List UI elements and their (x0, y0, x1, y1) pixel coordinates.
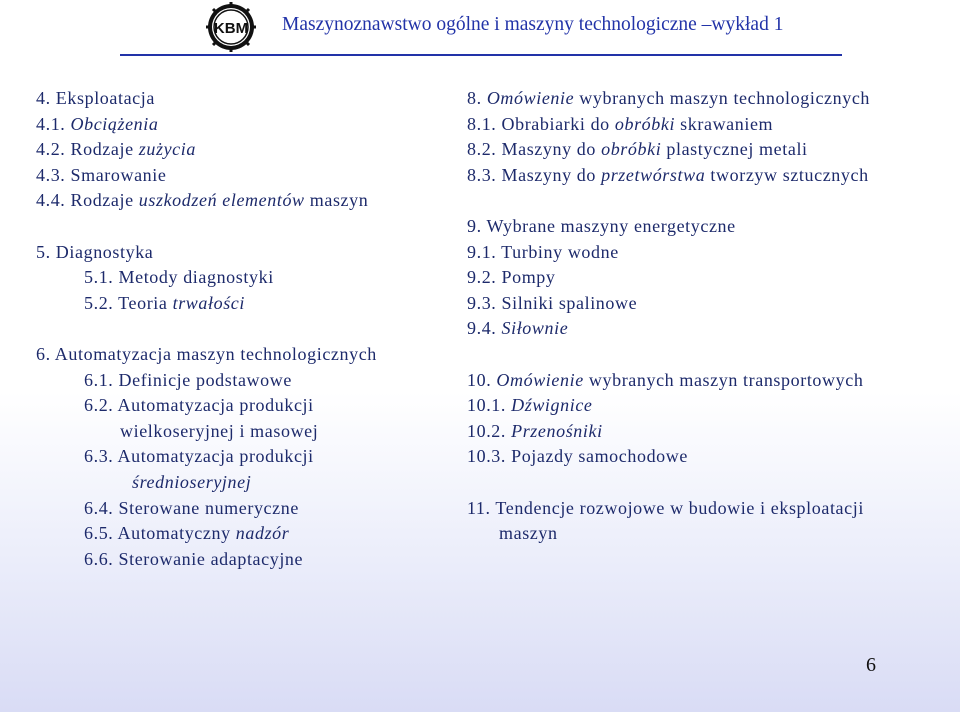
toc-item-4-3: 4.3. Smarowanie (36, 164, 167, 185)
toc-item-4: 4. Eksploatacja (36, 88, 155, 108)
toc-item-6-3-cont: średnioseryjnej (132, 471, 252, 492)
toc-item-10-1: 10.1. Dźwignice (467, 395, 593, 416)
toc-item-8: 8. Omówienie wybranych maszyn technologicznych (467, 88, 871, 108)
toc-item-5: 5. Diagnostyka (36, 241, 154, 262)
toc-item-9-3: 9.3. Silniki spalinowe (467, 292, 638, 313)
toc-item-9-1: 9.1. Turbiny wodne (467, 241, 619, 262)
toc-item-6-3: 6.3. Automatyzacja produkcji (84, 446, 314, 467)
toc-item-10: 10. Omówienie wybranych maszyn transportowych (467, 369, 864, 390)
toc-item-9-4: 9.4. Siłownie (467, 318, 569, 339)
toc-item-5-1: 5.1. Metody diagnostyki (84, 267, 274, 288)
page-number: 6 (866, 654, 876, 676)
toc-item-10-2: 10.2. Przenośniki (467, 420, 603, 441)
toc-item-4-4: 4.4. Rodzaje uszkodzeń elementów maszyn (36, 190, 369, 211)
header-title: Maszynoznawstwo ogólne i maszyny technologiczne –wykład 1 (282, 14, 784, 35)
toc-item-11: 11. Tendencje rozwojowe w budowie i eksploatacji (467, 497, 864, 518)
header-divider (120, 54, 842, 56)
toc-item-6-2-cont: wielkoseryjnej i masowej (120, 420, 319, 441)
toc-item-8-1: 8.1. Obrabiarki do obróbki skrawaniem (467, 113, 774, 134)
toc-item-10-3: 10.3. Pojazdy samochodowe (467, 446, 688, 467)
toc-left-column (36, 86, 456, 572)
toc-item-6-2: 6.2. Automatyzacja produkcji (84, 395, 314, 416)
toc-item-11-cont: maszyn (499, 523, 558, 544)
toc-item-6-1: 6.1. Definicje podstawowe (84, 369, 292, 390)
toc-item-8-3: 8.3. Maszyny do przetwórstwa tworzyw sztucznych (467, 164, 869, 185)
kbm-logo (206, 2, 256, 52)
toc-item-9-2: 9.2. Pompy (467, 267, 556, 288)
toc-item-5-2: 5.2. Teoria trwałości (84, 292, 246, 313)
toc-item-8-2: 8.2. Maszyny do obróbki plastycznej metali (467, 139, 808, 160)
toc-item-6-4: 6.4. Sterowane numeryczne (84, 497, 299, 518)
toc-right-column (467, 86, 947, 547)
toc-item-4-2: 4.2. Rodzaje zużycia (36, 139, 196, 160)
logo-lettering: KBM (213, 20, 249, 37)
toc-item-6-5: 6.5. Automatyczny nadzór (84, 523, 290, 544)
toc-item-6-6: 6.6. Sterowanie adaptacyjne (84, 548, 304, 569)
toc-item-4-1: 4.1. Obciążenia (36, 113, 159, 134)
toc-item-6: 6. Automatyzacja maszyn technologicznych (36, 343, 377, 364)
toc-item-9: 9. Wybrane maszyny energetyczne (467, 215, 736, 236)
